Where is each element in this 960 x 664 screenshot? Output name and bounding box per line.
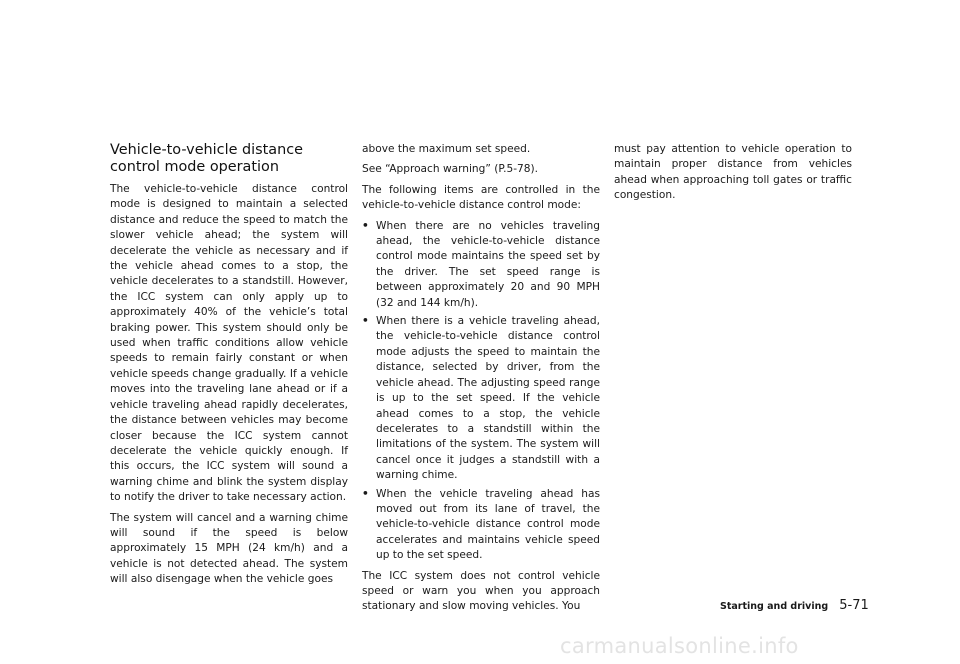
page-number: 5-71 <box>839 598 869 613</box>
paragraph: The ICC system does not control vehicle speed or warn you when you approach stationary and slow moving vehicles. You <box>362 569 600 613</box>
paragraph: The following items are controlled in the vehicle-to-vehicle distance control mode: <box>362 183 600 212</box>
list-item-text: When there are no vehicles traveling ahead, the vehicle-to-vehicle distance control mode maintains the speed set by the driver. The set speed range is between approximately 20 and 90 MPH (32 and 144 km/h). <box>376 219 600 309</box>
watermark: carmanualsonline.info <box>560 634 799 658</box>
section-name: Starting and driving <box>720 601 829 612</box>
list-item <box>362 487 600 564</box>
paragraph: must pay attention to vehicle operation to maintain proper distance from vehicles ahead when approaching toll gates or traffic congestion. <box>614 143 852 202</box>
paragraph: The system will cancel and a warning chime will sound if the speed is below approximately 15 MPH (24 km/h) and a vehicle is not detected ahead. The system will also disengage when the vehicle goes <box>110 511 348 586</box>
list-item-text: When there is a vehicle traveling ahead, the vehicle-to-vehicle distance control mode adjusts the speed to maintain the distance, selected by driver, from the vehicle ahead. The adjusting speed range is up to the set speed. If the vehicle ahead comes to a stop, the vehicle decelerates to a standstill within the limitations of the system. The system will cancel once it judges a standstill with a warning chime. <box>376 315 600 482</box>
bullet-icon: • <box>362 219 369 232</box>
column-right <box>614 142 852 209</box>
page-footer <box>720 594 869 613</box>
column-middle <box>362 142 600 620</box>
bullet-icon: • <box>362 315 369 328</box>
section-heading: Vehicle-to-vehicle distance control mode operation <box>110 142 303 175</box>
column-left <box>110 142 348 593</box>
list-item-text: When the vehicle traveling ahead has moved out from its lane of travel, the vehicle-to-vehicle distance control mode accelerates and maintains vehicle speed up to the set speed. <box>376 487 600 562</box>
paragraph: The vehicle-to-vehicle distance control mode is designed to maintain a selected distance and reduce the speed to match the slower vehicle ahead; the system will decelerate the vehicle as necessary and if the vehicle ahead comes to a stop, the vehicle decelerates to a standstill. However, the ICC system can only apply up to approximately 40% of the vehicle’s total braking power. This system should only be used when traffic conditions allow vehicle speeds to remain fairly constant or when vehicle speeds change gradually. If a vehicle moves into the traveling lane ahead or if a vehicle traveling ahead rapidly decelerates, the distance between vehicles may become closer because the ICC system cannot decelerate the vehicle quickly enough. If this occurs, the ICC system will sound a warning chime and blink the system display to notify the driver to take necessary action. <box>110 183 348 504</box>
bullet-list <box>362 219 600 564</box>
paragraph: above the maximum set speed. <box>362 143 531 155</box>
bullet-icon: • <box>362 487 369 500</box>
cross-reference: See “Approach warning” (P.5-78). <box>362 163 539 176</box>
list-item <box>362 314 600 483</box>
list-item <box>362 219 600 311</box>
